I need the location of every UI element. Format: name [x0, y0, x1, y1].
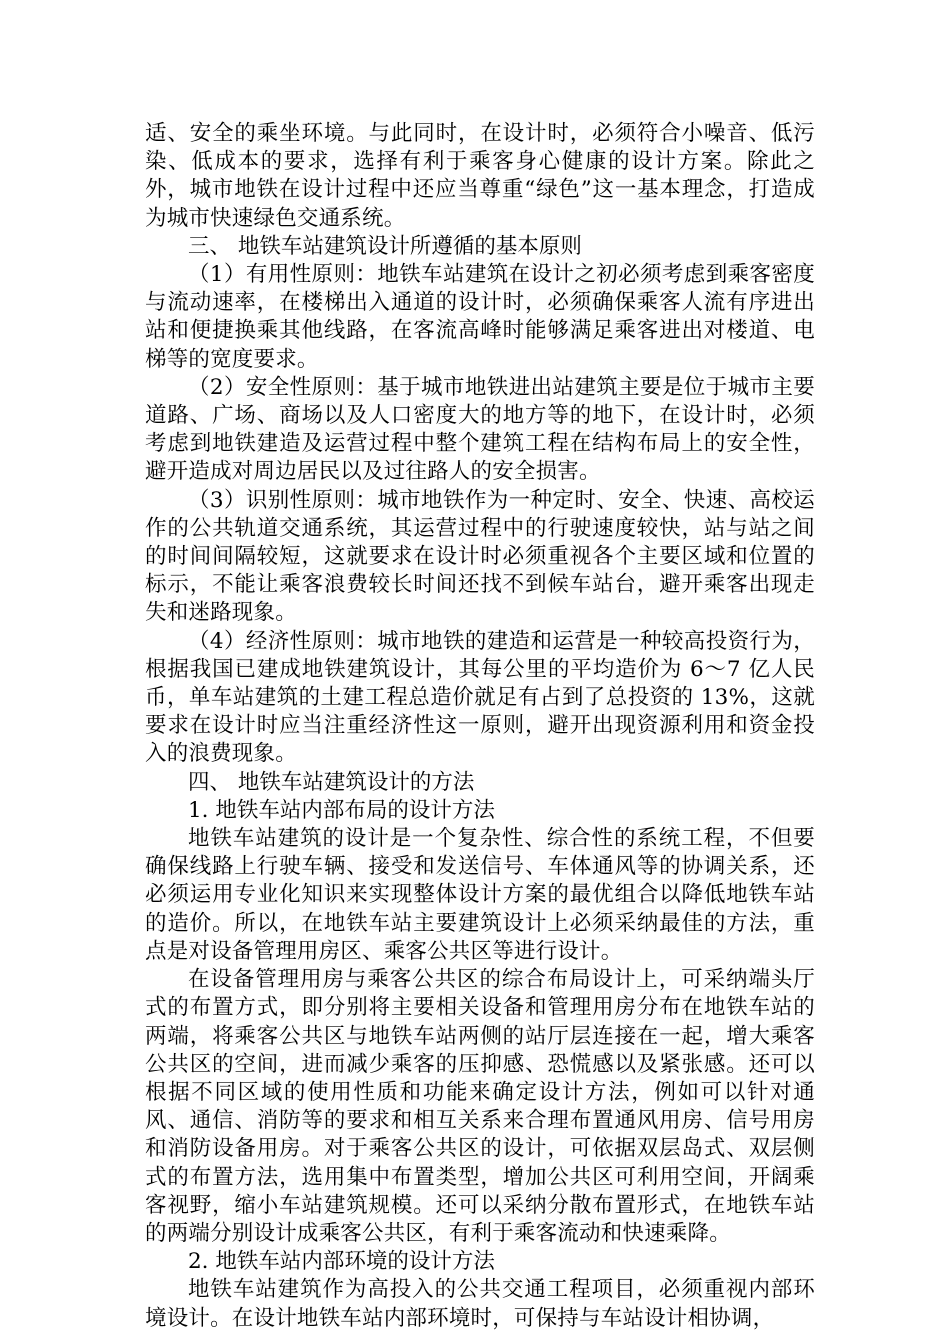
subsection-heading-environment: 2. 地铁车站内部环境的设计方法: [188, 1249, 495, 1275]
paragraph-layout-details: 在设备管理用房与乘客公共区的综合布局设计上，可采纳端头厅式的布置方式，即分别将主要相关设备和管理用房分布在地铁车站的两端，将乘客公共区与地铁车站两侧的站厅层连接在一起，增大乘客公共区的空间，进而减少乘客的压抑感、恐慌感以及紧张感。还可以根据不同区域的使用性质和功能来确定设计方法，例如可以针对通风、通信、消防等的要求和相互关系来合理布置通风用房、信号用房和消防设备用房。对于乘客公共区的设计，可依据双层岛式、双层侧式的布置方法，选用集中布置类型，增加公共区可利用空间，开阔乘客视野，缩小车站建筑规模。还可以采纳分散布置形式，在地铁车站的两端分别设计成乘客公共区，有利于乘客流动和快速乘降。: [145, 967, 815, 1246]
document-page: [145, 120, 815, 1333]
paragraph-economy-principle: （4）经济性原则：城市地铁的建造和运营是一种较高投资行为，根据我国已建成地铁建筑设计，其每公里的平均造价为 6～7 亿人民币，单车站建筑的土建工程总造价就足有占到了总投资的 13%，这就要求在设计时应当注重经济性这一原则，避开出现资源利用和资金投入的浪费现象。: [145, 628, 815, 767]
paragraph-recognizability-principle: （3）识别性原则：城市地铁作为一种定时、安全、快速、高校运作的公共轨道交通系统，其运营过程中的行驶速度较快，站与站之间的时间间隔较短，这就要求在设计时必须重视各个主要区域和位置的标示，不能让乘客浪费较长时间还找不到候车站台，避开乘客出现走失和迷路现象。: [145, 487, 815, 626]
paragraph-environment-design: 地铁车站建筑作为高投入的公共交通工程项目，必须重视内部环境设计。在设计地铁车站内部环境时，可保持与车站设计相协调，: [145, 1277, 815, 1331]
paragraph-green-design: 适、安全的乘坐环境。与此同时，在设计时，必须符合小噪音、低污染、低成本的要求，选择有利于乘客身心健康的设计方案。除此之外，城市地铁在设计过程中还应当尊重“绿色”这一基本理念，打造成为城市快速绿色交通系统。: [145, 121, 815, 231]
paragraph-layout-overview: 地铁车站建筑的设计是一个复杂性、综合性的系统工程，不但要确保线路上行驶车辆、接受和发送信号、车体通风等的协调关系，还必须运用专业化知识来实现整体设计方案的最优组合以降低地铁车站的造价。所以，在地铁车站主要建筑设计上必须采纳最佳的方法，重点是对设备管理用房区、乘客公共区等进行设计。: [145, 826, 815, 964]
section-heading-methods: 四、 地铁车站建筑设计的方法: [188, 769, 475, 795]
paragraph-usability-principle: （1）有用性原则：地铁车站建筑在设计之初必须考虑到乘客密度与流动速率，在楼梯出入通道的设计时，必须确保乘客人流有序进出站和便捷换乘其他线路，在客流高峰时能够满足乘客进出对楼道、电梯等的宽度要求。: [145, 262, 815, 372]
subsection-heading-layout: 1. 地铁车站内部布局的设计方法: [188, 797, 495, 823]
section-heading-principles: 三、 地铁车站建筑设计所遵循的基本原则: [188, 233, 582, 259]
paragraph-safety-principle: （2）安全性原则：基于城市地铁进出站建筑主要是位于城市主要道路、广场、商场以及人口密度大的地方等的地下，在设计时，必须考虑到地铁建造及运营过程中整个建筑工程在结构布局上的安全性，避开造成对周边居民以及过往路人的安全损害。: [145, 374, 815, 485]
